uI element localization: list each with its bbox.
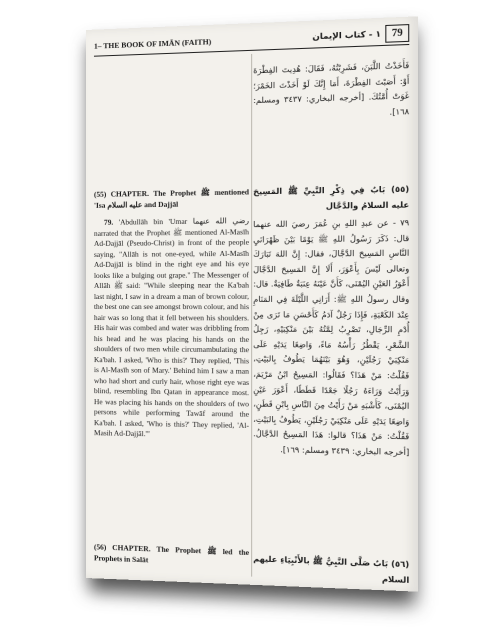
arabic-chapter-56-heading: (٥٦) بَابٌ صَلَّى النَّبِيُّ ﷺ بالأَنْبِيَاءِ عليهم السلام <box>253 554 410 585</box>
hadith-79-arabic: ٧٩ - عن عبدِ اللهِ بنِ عُمَرَ رضيَ الله عنهما قال: ذَكَرَ رَسُولُ اللهِ ﷺ يَوْمًا بَيْنَ ظَهْرَانَيِ النَّاسِ المَسِيحَ الدَّجَّالَ، فقال: إِنَّ اللهَ تَبَارَكَ وتعالى لَيْسَ بِأَعْوَرَ، أَلَا إِنَّ المَسِيحَ الدَّجَّالَ أَعْوَرُ العَيْنِ اليُمْنَى، كَأَنَّ عَيْنَهُ عِنَبَةٌ طَافِيَةٌ. قال: وقال رسولُ اللهِ ﷺ: أَرَانِي اللَّيْلَةَ فِي المَنَامِ عِنْدَ الكَعْبَةِ، فَإِذَا رَجُلٌ آدَمُ كَأَحْسَنِ مَا تَرَى مِنْ أُدْمِ الرِّجَالِ، تَضْرِبُ لِمَّتُهُ بَيْنَ مَنْكِبَيْهِ، رَجِلُ الشَّعْرِ، يَقْطُرُ رَأْسُهُ مَاءً، وَاضِعًا يَدَيْهِ عَلَى مَنْكِبَيْ رَجُلَيْنِ، وَهُوَ بَيْنَهُمَا يَطُوفُ بِالبَيْتِ، فَقُلْتُ: مَنْ هَذَا؟ فَقَالُوا: المَسِيحُ ابْنُ مَرْيَمَ، وَرَأَيْتُ وَرَاءَهُ رَجُلًا جَعْدًا قَطَطًا، أَعْوَرَ عَيْنِ اليُمْنَى، كَأَشْبَهِ مَنْ رَأَيْتُ مِنَ النَّاسِ بِابْنِ قَطَنٍ، وَاضِعًا يَدَيْهِ عَلَى مَنْكِبَيْ رَجُلَيْنِ، يَطُوفُ بِالبَيْتِ، فَقُلْتُ: مَنْ هَذَا؟ قالوا: هَذَا المَسِيحُ الدَّجَّالُ. [أخرجه البخاري: ٣٤٣٩ ومسلم: ١٦٩]. <box>253 218 410 457</box>
hadith-79-english <box>94 216 249 442</box>
header-book-title-english: 1– THE BOOK OF IMĀN (FAITH) <box>93 37 212 51</box>
column-divider <box>251 54 252 577</box>
hadith-number: 79. <box>103 217 114 227</box>
header-book-title-arabic: ١ - كتاب الإيمان <box>312 28 381 42</box>
book-page <box>86 16 418 591</box>
chapter-56-heading: (56) CHAPTER. The Prophet ﷺ led the Prophets in Salāt <box>93 542 250 564</box>
page-number: 79 <box>385 24 409 43</box>
hadith-79-text: 'Abdullāh bin 'Umar رضي الله عنهما narrated that the Prophet ﷺ mentioned Al-Masīh Ad-Dajjāl (Pseudo-Christ) in front of the people saying, "Allāh is not one-eyed, while Al-Masīh Ad-Dajjāl is blind in the right eye and his eye looks like a bulging out grape." The Messenger of Allāh ﷺ said: "While sleeping near the Ka'bah last night, I saw in a dream a man of brown colour, the best one can see amongst brown colour, and his hair was so long that it fell between his shoulders. His hair was combed and water was dribbling from his head and he was placing his hands on the shoulders of two men while circumambulating the Ka'bah. I asked, 'Who is this?' They replied, 'This is Al-Masīh son of Mary.' Behind him I saw a man who had short and curly hair, whose right eye was blind, resembling Ibn Qatan in appearance most. He was placing his hands on the shoulders of two persons while performing Tawāf around the Ka'bah. I asked, 'Who is this?' They replied, 'Al-Masih Ad-Dajjāl.'" <box>93 215 250 439</box>
chapter-55-heading: (55) CHAPTER. The Prophet ﷺ mentioned 'Isa عليه السلام and Dajjāl <box>93 187 250 210</box>
arabic-previous-hadith-end: فَأَخَذْتُ اللَّبَنَ، فَشَرِبْتُهُ، فَقَالَ: هُدِيتَ الفِطْرَةَ أَوْ: أَصَبْتَ الفِطْرَةَ، أَمَا إِنَّكَ لَوْ أَخَذْتَ الخَمْرَ؛ غَوَتْ أُمَّتُكَ. [أخرجه البخاري: ٣٤٣٧ ومسلم: ١٦٨]. <box>253 60 410 117</box>
arabic-chapter-55-heading: (٥٥) بَابٌ فِي ذِكْرِ النَّبِيِّ ﷺ المَسِيحَ عليه السلامُ والدَّجَّال <box>253 184 410 211</box>
arabic-column <box>253 48 409 583</box>
english-column <box>94 54 249 576</box>
